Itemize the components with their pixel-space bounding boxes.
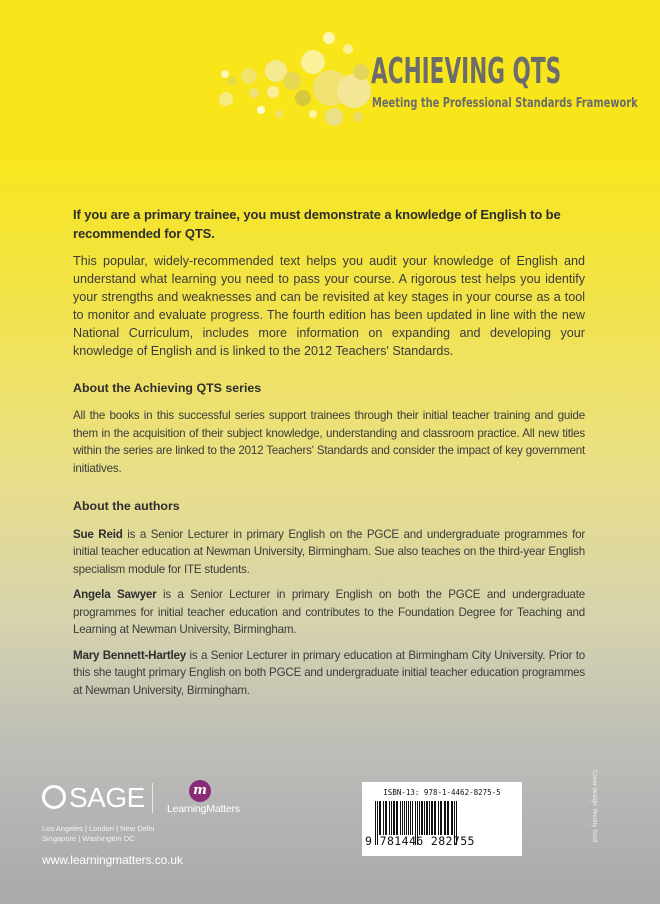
barcode-bar	[447, 801, 449, 835]
barcode-digits: 9 781446 282755	[365, 834, 475, 848]
sage-circle-icon	[42, 785, 66, 809]
author-bio	[73, 647, 585, 700]
author-name: Mary Bennett-Hartley	[73, 648, 187, 662]
learning-matters-m-icon: m	[189, 780, 211, 802]
isbn-barcode	[362, 782, 522, 856]
barcode-bar	[419, 801, 420, 835]
series-title: ACHIEVING QTS	[371, 51, 562, 92]
learning-matters-wordmark: LearningMatters	[167, 803, 240, 815]
barcode-bar	[404, 801, 405, 835]
barcode-bar	[451, 801, 453, 835]
barcode-bar	[431, 801, 433, 835]
barcode-bar	[402, 801, 403, 835]
barcode-bar	[429, 801, 430, 835]
barcode-bar	[444, 801, 446, 835]
barcode-bar	[421, 801, 423, 835]
series-subtitle: Meeting the Professional Standards Framework	[372, 96, 638, 111]
barcode-bar	[383, 801, 384, 835]
author-name: Sue Reid	[73, 527, 123, 541]
intro-lead: If you are a primary trainee, you must demonstrate a knowledge of English to be recommended for QTS.	[73, 207, 561, 241]
barcode-bar	[379, 801, 381, 835]
cover-credit-text: Cover design: Wendy Scott	[591, 770, 597, 843]
barcode-bar	[440, 801, 442, 835]
publisher-website[interactable]: www.learningmatters.co.uk	[42, 853, 183, 867]
author-name: Angela Sawyer	[73, 588, 157, 602]
barcode-bar	[391, 801, 392, 835]
barcode-bar	[389, 801, 390, 835]
barcode-bar	[412, 801, 413, 835]
isbn-text: ISBN-13: 978-1-4462-8275-5	[383, 788, 501, 797]
barcode-bar	[426, 801, 428, 835]
cities-line: Los Angeles | London | New Delhi	[42, 824, 155, 833]
author-bio-text: is a Senior Lecturer in primary English on the PGCE and undergraduate programmes for initial teacher education at Newman University, Birmingham. Sue also teaches on the third-year English specialism module for ITE students.	[73, 527, 585, 576]
author-bio-text: is a Senior Lecturer in primary English on both the PGCE and undergraduate programmes for initial teacher education and contributes to the Foundation Degree for Teaching and Learning at Newman University, Birmingham.	[73, 588, 585, 637]
barcode-bar	[424, 801, 425, 835]
barcode-bar	[406, 801, 407, 835]
barcode-bar	[393, 801, 395, 835]
barcode-bar	[408, 801, 409, 835]
about-series-body: All the books in this successful series support trainees through their initial teacher training and guide them in the acquisition of their subject knowledge, understanding and classroom practice. All new titles within the series are linked to the 2012 Teachers' Standards and consider the impact of key government initiatives.	[73, 409, 585, 475]
barcode-bar	[410, 801, 411, 835]
barcode-bar	[396, 801, 398, 835]
publisher-cities	[42, 824, 154, 844]
barcode-bar	[438, 801, 439, 835]
barcode-bar	[400, 801, 401, 835]
intro-body: This popular, widely-recommended text helps you audit your knowledge of English and understand what learning you need to pass your course. A rigorous test helps you identify your strengths and weaknesses and can be revisited at key stages in your course as a tool to monitor and evaluate progress. The fourth edition has been updated in line with the new National Curriculum, includes more information on expanding and developing your knowledge of English and is linked to the 2012 Teachers' Standards.	[73, 254, 585, 358]
about-series-heading: About the Achieving QTS series	[73, 381, 262, 395]
sage-wordmark: SAGE	[69, 782, 145, 813]
about-authors-heading: About the authors	[73, 499, 180, 514]
series-dots-decoration	[205, 30, 380, 140]
logo-divider	[152, 783, 153, 813]
cities-line: Singapore | Washington DC	[42, 834, 135, 843]
author-bio-text: is a Senior Lecturer in primary education at Birmingham City University. Prior to this she taught primary English on both PGCE and undergraduate initial teacher education programmes at Newman University, Birmingham.	[73, 648, 585, 697]
cover-credit	[588, 770, 602, 843]
author-bio	[73, 586, 585, 639]
author-bio	[73, 526, 585, 579]
blurb-content	[73, 205, 585, 699]
barcode-bar	[385, 801, 387, 835]
barcode-bar	[434, 801, 436, 835]
